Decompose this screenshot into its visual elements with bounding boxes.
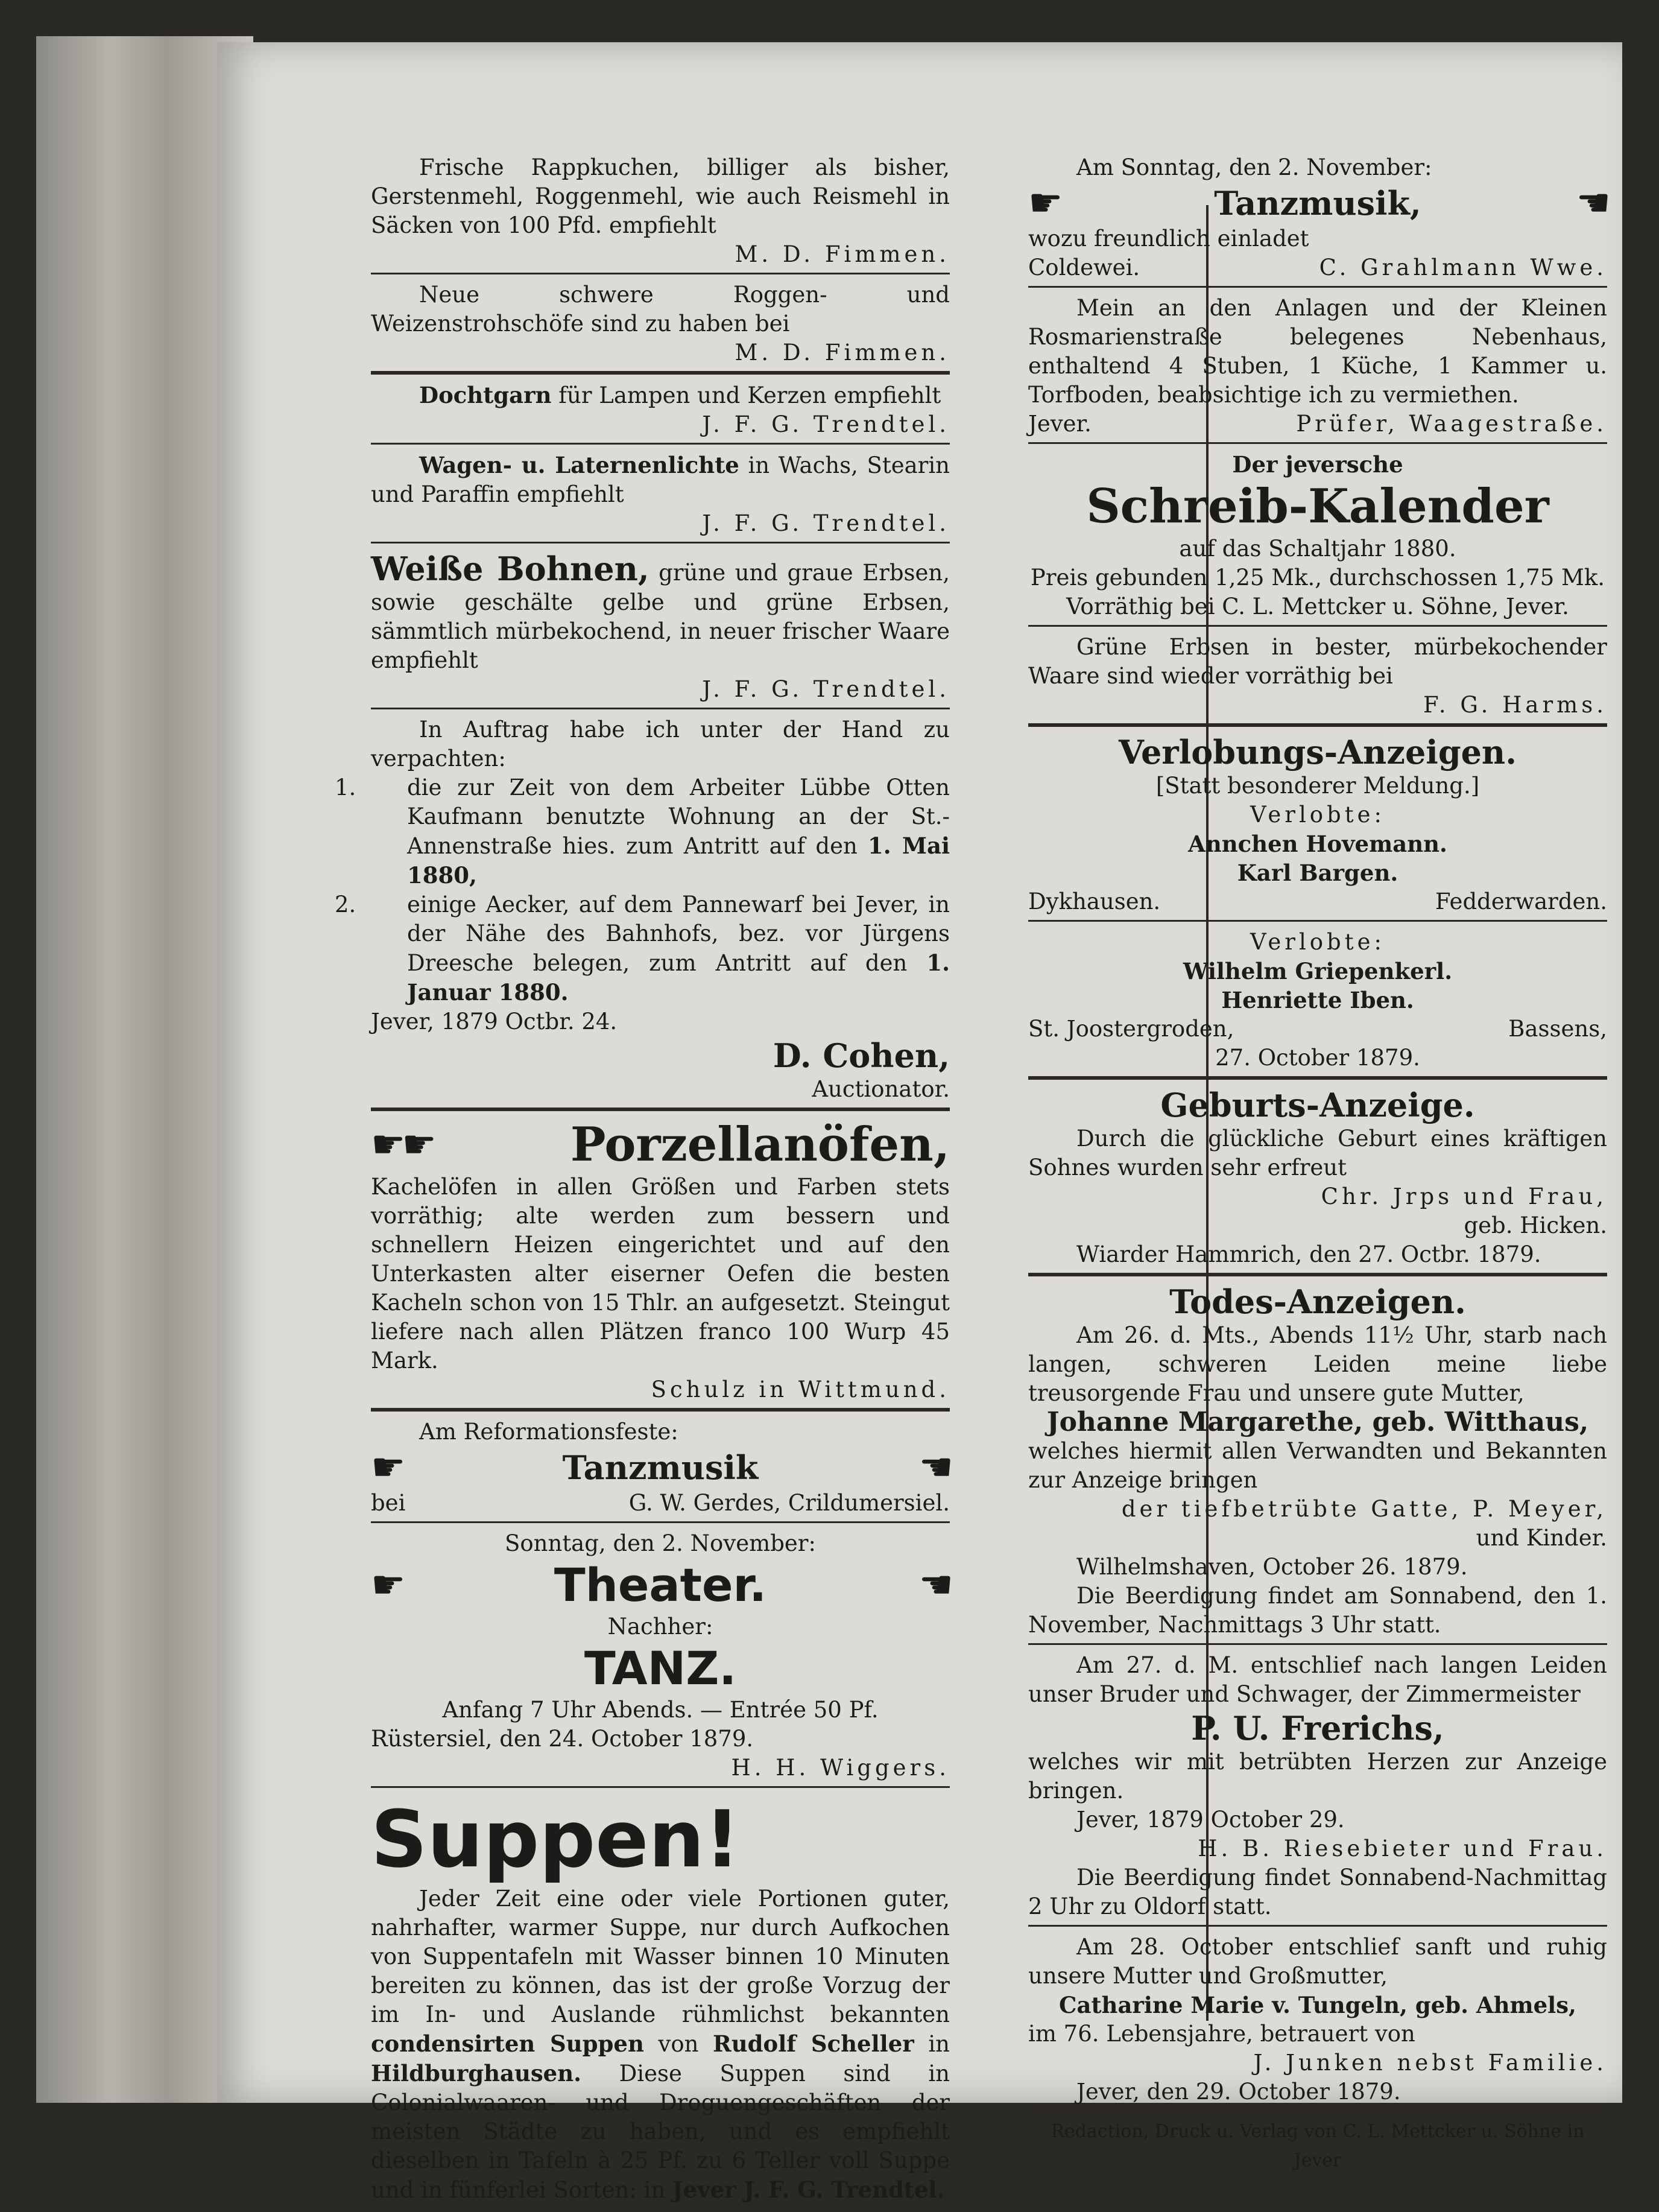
- ad-place: Dykhausen.: [1028, 889, 1161, 914]
- ad-signer: Schulz in Wittmund.: [651, 1377, 950, 1402]
- ad-lichte: [371, 448, 950, 543]
- ad-place-date: Wilhelmshaven, October 26. 1879.: [1076, 1554, 1468, 1580]
- ad-text: in: [914, 2031, 950, 2057]
- ad-headline: Schreib-Kalender: [1086, 479, 1549, 534]
- ad-signer: J. F. G. Trendtel.: [702, 411, 950, 437]
- ad-gruene-erbsen: [1028, 630, 1607, 727]
- ad-signer: der tiefbetrübte Gatte, P. Meyer,: [1121, 1496, 1607, 1522]
- ad-place-date: Jever, den 29. October 1879.: [1076, 2079, 1401, 2105]
- right-column: [1028, 151, 1607, 2175]
- ad-todes-b: [1028, 1649, 1607, 1927]
- ad-place-date: Wiarder Hammrich, den 27. Octbr. 1879.: [1076, 1241, 1541, 1267]
- ad-intro: Am Reformationsfeste:: [419, 1419, 678, 1445]
- ad-text: Diese Suppen sind in Colonialwaaren- und Droguengeschäften der meisten Städte zu haben, und es empfiehlt dieselben in Tafeln à 25 Pf. zu 6 Teller voll Suppe und in fünferlei Sorten: in: [371, 2061, 950, 2203]
- pointing-hand-right-icon: ☛: [371, 1445, 402, 1490]
- ad-text: welches wir mit betrübten Herzen zur Anzeige bringen.: [1028, 1749, 1607, 1804]
- ad-signer: und Kinder.: [1476, 1525, 1607, 1551]
- ad-label: Verlobte:: [1250, 929, 1385, 955]
- ad-bohnen: [371, 547, 950, 709]
- ad-place: Fedderwarden.: [1435, 889, 1607, 914]
- imprint: Redaction, Druck u. Verlag von C. L. Mettcker u. Söhne in Jever: [1051, 2121, 1585, 2171]
- ad-bold-text: condensirten Suppen: [371, 2030, 644, 2057]
- ad-date: Sonntag, den 2. November:: [505, 1530, 816, 1556]
- ad-schreibkalender: [1028, 448, 1607, 627]
- ad-note: Die Beerdigung findet am Sonnabend, den 1. November, Nachmittags 3 Uhr statt.: [1028, 1583, 1607, 1638]
- ad-signer: F. G. Harms.: [1423, 692, 1607, 718]
- ad-todes-a: [1028, 1280, 1607, 1645]
- ad-note: [Statt besonderer Meldung.]: [1155, 773, 1480, 799]
- ad-verlobung-2: [1028, 925, 1607, 1080]
- ad-signer: J. Junken nebst Familie.: [1253, 2050, 1607, 2076]
- ad-strohschoefe: [371, 278, 950, 375]
- ad-signer: C. Grahlmann Wwe.: [1319, 255, 1607, 280]
- ad-bold-text: Jever J. F. G. Trendtel.: [672, 2176, 945, 2203]
- ad-signer: J. F. G. Trendtel.: [702, 510, 950, 536]
- ad-headline: Porzellanöfen,: [570, 1117, 950, 1172]
- ad-bold-text: Hildburghausen.: [371, 2060, 582, 2087]
- pointing-hand-left-icon: ☚: [1576, 181, 1607, 226]
- ad-text: Am 28. October entschlief sanft und ruhig unsere Mutter und Großmutter,: [1028, 1934, 1607, 1989]
- ad-place: Coldewei.: [1028, 255, 1140, 280]
- ad-text: Grüne Erbsen in bester, mürbekochender Waare sind wieder vorräthig bei: [1028, 634, 1607, 689]
- ad-name: P. U. Frerichs,: [1191, 1709, 1444, 1748]
- ad-text: Am 26. d. Mts., Abends 11½ Uhr, starb nach langen, schweren Leiden meine liebe treusorgende Frau und unsere gute Mutter,: [1028, 1322, 1607, 1406]
- ad-bold-text: Wagen- u. Laternenlichte: [419, 452, 739, 478]
- left-column: [335, 151, 950, 2212]
- ad-signer: Chr. Jrps und Frau,: [1321, 1184, 1607, 1209]
- ad-text: Mein an den Anlagen und der Kleinen Rosmarienstraße belegenes Nebenhaus, enthaltend 4 Stuben, 1 Küche, 1 Kammer u. Torfboden, beabsichtige ich zu vermiethen.: [1028, 295, 1607, 408]
- pointing-hand-icon: ☛☛: [371, 1123, 433, 1167]
- ad-text: in Wachs, Stearin und Paraffin empfiehlt: [371, 452, 950, 507]
- pointing-hand-right-icon: ☛: [371, 1563, 402, 1608]
- ad-place-date: Jever, 1879 Octbr. 24.: [371, 1009, 618, 1035]
- ad-nebenhaus: [1028, 291, 1607, 444]
- ad-signer: G. W. Gerdes, Crildumersiel.: [628, 1490, 950, 1516]
- ad-text: wozu freundlich einladet: [1028, 226, 1309, 252]
- ad-headline: Weiße Bohnen,: [371, 550, 649, 588]
- ad-intro: In Auftrag habe ich unter der Hand zu verpachten:: [371, 717, 950, 772]
- ad-verpachtung: [335, 713, 950, 1111]
- ad-label: Verlobte:: [1250, 802, 1385, 828]
- item-number: 1.: [335, 775, 356, 800]
- ad-text: Kachelöfen in allen Größen und Farben stets vorräthig; alte werden zum bessern und schnellern Heizen eingerichtet und auf den Unterkasten alter eiserner Oefen die besten Kacheln schon von 15 Thlr. an aufgesetzt. Steingut liefere nach allen Plätzen franco 100 Wurp 45 Mark.: [371, 1174, 950, 1374]
- ad-headline: Tanzmusik: [562, 1448, 759, 1487]
- ad-signer: geb. Hicken.: [1464, 1212, 1607, 1238]
- ad-signer: J. F. G. Trendtel.: [702, 676, 950, 702]
- ad-text: für Lampen und Kerzen empfiehlt: [551, 382, 941, 408]
- ad-text: Frische Rappkuchen, billiger als bisher, Gerstenmehl, Roggenmehl, wie auch Reismehl in Säcken von 100 Pfd. empfiehlt: [371, 154, 950, 238]
- ad-name: Karl Bargen.: [1237, 860, 1398, 886]
- ad-place: Jever.: [1028, 411, 1092, 437]
- ad-name: Henriette Iben.: [1221, 987, 1414, 1013]
- ad-place-date: Rüstersiel, den 24. October 1879.: [371, 1726, 754, 1752]
- item-bold: 1. Januar 1880.: [407, 949, 950, 1006]
- ad-todes-c: [1028, 1930, 1607, 2114]
- ad-suppen: [371, 1792, 950, 2208]
- ad-tanz: TANZ.: [584, 1641, 737, 1695]
- ad-signer: Prüfer, Waagestraße.: [1296, 411, 1607, 437]
- ad-note: Die Beerdigung findet Sonnabend-Nachmittag 2 Uhr zu Oldorf statt.: [1028, 1865, 1607, 1919]
- ad-name: Catharine Marie v. Tungeln, geb. Ahmels,: [1059, 1992, 1576, 2018]
- section-headline: Geburts-Anzeige.: [1160, 1086, 1475, 1124]
- ad-date: Am Sonntag, den 2. November:: [1076, 154, 1432, 180]
- ad-price: Preis gebunden 1,25 Mk., durchschossen 1,75 Mk.: [1030, 565, 1605, 591]
- ad-text: im 76. Lebensjahre, betrauert von: [1028, 2021, 1415, 2047]
- ad-signer: H. H. Wiggers.: [731, 1755, 950, 1781]
- ad-place-date: Jever, 1879 October 29.: [1076, 1807, 1345, 1833]
- ad-bei: bei: [371, 1490, 406, 1516]
- item-bold: 1. Mai 1880,: [407, 832, 950, 889]
- ad-text: Durch die glückliche Geburt eines kräftigen Sohnes wurden sehr erfreut: [1028, 1126, 1607, 1180]
- item-number: 2.: [335, 892, 356, 917]
- ad-name: Wilhelm Griepenkerl.: [1183, 958, 1453, 984]
- ad-date: 27. October 1879.: [1215, 1045, 1420, 1071]
- pointing-hand-right-icon: ☛: [1028, 181, 1060, 226]
- ad-line: auf das Schaltjahr 1880.: [1179, 536, 1456, 562]
- ad-stock: Vorräthig bei C. L. Mettcker u. Söhne, Jever.: [1066, 594, 1569, 620]
- ad-rappkuchen: [371, 151, 950, 274]
- section-headline: Verlobungs-Anzeigen.: [1119, 733, 1517, 772]
- ad-geburt: [1028, 1083, 1607, 1276]
- ad-text: grüne und graue Erbsen, sowie geschälte gelbe und grüne Erbsen, sämmtlich mürbekochend, in neuer frischer Waare empfiehlt: [371, 560, 950, 673]
- ad-signer: M. D. Fimmen.: [735, 241, 950, 267]
- ad-dochtgarn: [371, 378, 950, 445]
- newspaper-page: [217, 42, 1622, 2203]
- ad-nachher: Nachher:: [607, 1614, 713, 1640]
- ad-name: Johanne Margarethe, geb. Witthaus,: [1046, 1407, 1589, 1437]
- pointing-hand-left-icon: ☚: [918, 1563, 950, 1608]
- pointing-hand-left-icon: ☚: [918, 1445, 950, 1490]
- ad-tanzmusik-coldewei: [1028, 151, 1607, 288]
- ad-tanzmusik-reformation: [371, 1415, 950, 1523]
- ad-text: welches hiermit allen Verwandten und Bekannten zur Anzeige bringen: [1028, 1438, 1607, 1493]
- ad-signer: D. Cohen,: [773, 1036, 950, 1075]
- ad-headline: Tanzmusik,: [1214, 184, 1421, 223]
- ad-theater: [371, 1527, 950, 1788]
- item-text: die zur Zeit von dem Arbeiter Lübbe Otten Kaufmann benutzte Wohnung an der St.-Annenstraße hies. zum Antritt auf den: [407, 775, 950, 859]
- ad-place: Bassens,: [1508, 1016, 1607, 1042]
- item-text: einige Aecker, auf dem Pannewarf bei Jever, in der Nähe des Bahnhofs, bez. vor Jürgens Dreesche belegen, zum Antritt auf den: [407, 892, 950, 976]
- section-headline: Todes-Anzeigen.: [1169, 1282, 1466, 1321]
- ad-place: St. Joostergroden,: [1028, 1016, 1234, 1042]
- ad-bold-text: Rudolf Scheller: [713, 2030, 914, 2057]
- ad-info: Anfang 7 Uhr Abends. — Entrée 50 Pf.: [442, 1697, 879, 1723]
- ad-signer: H. B. Riesebieter und Frau.: [1198, 1836, 1607, 1862]
- ad-signer: M. D. Fimmen.: [735, 340, 950, 366]
- ad-text: Am 27. d. M. entschlief nach langen Leiden unser Bruder und Schwager, der Zimmermeister: [1028, 1652, 1607, 1707]
- ad-porzellanoefen: [371, 1115, 950, 1412]
- ad-line: Der jeversche: [1232, 451, 1403, 478]
- ad-name: Annchen Hovemann.: [1188, 831, 1447, 857]
- ad-signer-title: Auctionator.: [812, 1076, 950, 1102]
- ad-bold-text: Dochtgarn: [419, 382, 552, 408]
- ad-text: von: [643, 2031, 713, 2057]
- ad-text: Jeder Zeit eine oder viele Portionen guter, nahrhafter, warmer Suppe, nur durch Aufkochen von Suppentafeln mit Wasser binnen 10 Minuten bereiten zu können, das ist der große Vorzug der im In- und Auslande rühmlichst bekannten: [371, 1886, 950, 2027]
- ad-headline: Theater.: [554, 1558, 767, 1612]
- ad-verlobung: [1028, 730, 1607, 922]
- ad-text: Neue schwere Roggen- und Weizenstrohschöfe sind zu haben bei: [371, 282, 950, 337]
- ad-headline: Suppen!: [371, 1793, 741, 1885]
